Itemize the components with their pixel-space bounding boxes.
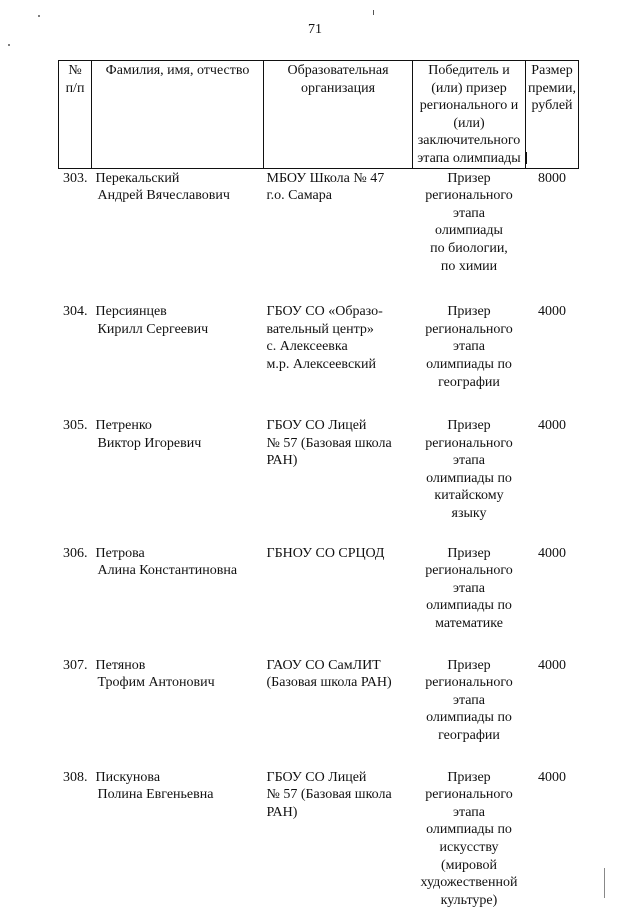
winner-status-cell	[413, 275, 526, 391]
given-names: Полина Евгеньевна	[97, 787, 214, 803]
status-line: географии	[438, 374, 500, 390]
status-line: этапа	[452, 692, 486, 708]
full-name-cell	[92, 633, 264, 745]
row-number: 308.	[63, 769, 88, 785]
surname: Пискунова	[95, 769, 161, 785]
organization-line: г.о. Самара	[266, 188, 332, 204]
header-full-name: Фамилия, имя, отчество	[92, 61, 264, 169]
status-line: регионального	[425, 188, 513, 204]
given-names: Виктор Игоревич	[97, 435, 202, 451]
winner-status-cell	[413, 745, 526, 909]
status-line: искусству	[439, 839, 499, 855]
winner-status-cell	[413, 633, 526, 745]
organization-line: ГАОУ СО СамЛИТ	[266, 657, 381, 673]
organization-cell	[264, 633, 413, 745]
winner-status-cell	[413, 523, 526, 633]
given-names: Андрей Вячеславович	[97, 188, 230, 204]
given-names: Кирилл Сергеевич	[97, 321, 209, 337]
scan-speck	[38, 15, 40, 17]
status-line: олимпиады по	[426, 710, 512, 726]
status-line: художественной	[420, 875, 518, 891]
surname: Петянов	[95, 657, 146, 673]
status-line: этапа	[452, 580, 486, 596]
status-line: регионального	[425, 435, 513, 451]
prize-amount: 4000	[538, 545, 566, 561]
row-number: 307.	[63, 657, 88, 673]
prize-amount: 8000	[538, 170, 566, 186]
status-line: Призер	[447, 657, 491, 673]
table-row	[59, 391, 579, 523]
surname: Перекальский	[95, 170, 180, 186]
row-number: 305.	[63, 418, 88, 434]
table-row	[59, 633, 579, 745]
status-line: географии	[438, 728, 500, 743]
awardees-table	[58, 60, 579, 909]
surname: Петрова	[95, 545, 145, 561]
winner-status-cell	[413, 391, 526, 523]
prize-amount: 4000	[538, 769, 566, 785]
scan-speck	[604, 868, 605, 898]
organization-line: РАН)	[266, 804, 298, 820]
row-number: 303.	[63, 170, 88, 186]
status-line: Призер	[447, 769, 491, 785]
full-name-cell	[92, 275, 264, 391]
row-number: 306.	[63, 545, 88, 561]
table-row	[59, 523, 579, 633]
status-line: регионального	[425, 321, 513, 337]
surname: Петренко	[95, 418, 152, 434]
status-line: регионального	[425, 675, 513, 691]
status-line: (мировой	[440, 857, 498, 873]
full-name-cell	[92, 168, 264, 275]
header-number: № п/п	[59, 61, 92, 169]
status-line: этапа	[452, 804, 486, 820]
status-line: Призер	[447, 304, 491, 320]
table-row	[59, 745, 579, 909]
prize-amount: 4000	[538, 418, 566, 434]
status-line: китайскому	[434, 488, 504, 504]
column-divider	[526, 152, 527, 164]
header-prize-amount: Размер премии, рублей	[526, 61, 579, 169]
status-line: этапа	[452, 205, 486, 221]
organization-cell	[264, 168, 413, 275]
organization-line: № 57 (Базовая школа	[266, 787, 392, 803]
status-line: языку	[451, 506, 487, 522]
scan-speck	[8, 44, 10, 46]
page-number: 71	[308, 22, 322, 37]
status-line: культуре)	[440, 892, 498, 908]
organization-line: (Базовая школа РАН)	[266, 675, 392, 691]
prize-amount: 4000	[538, 657, 566, 673]
status-line: по биологии,	[430, 240, 508, 256]
table-header	[59, 61, 579, 169]
full-name-cell	[92, 745, 264, 909]
full-name-cell	[92, 523, 264, 633]
status-line: регионального	[425, 563, 513, 579]
status-line: регионального	[425, 787, 513, 803]
status-line: Призер	[447, 545, 491, 561]
organization-cell	[264, 391, 413, 523]
header-organization: Образовательная организация	[264, 61, 413, 169]
prize-amount: 4000	[538, 304, 566, 320]
status-line: олимпиады	[435, 223, 503, 239]
scan-speck	[373, 10, 374, 15]
status-line: Призер	[447, 418, 491, 434]
table-row	[59, 275, 579, 391]
organization-line: № 57 (Базовая школа	[266, 435, 392, 451]
organization-cell	[264, 745, 413, 909]
table-body	[59, 168, 579, 909]
status-line: олимпиады по	[426, 356, 512, 372]
organization-cell	[264, 523, 413, 633]
header-winner-status: Победитель и (или) призер регионального и (или) заключительного этапа олимпиады	[413, 61, 526, 169]
organization-line: ГБОУ СО Лицей	[266, 769, 367, 785]
table-row	[59, 168, 579, 275]
organization-line: м.р. Алексеевский	[266, 356, 376, 372]
organization-line: ГБНОУ СО СРЦОД	[266, 545, 385, 561]
full-name-cell	[92, 391, 264, 523]
status-line: Призер	[447, 170, 491, 186]
organization-line: ГБОУ СО «Образо-	[266, 304, 383, 320]
winner-status-cell	[413, 168, 526, 275]
given-names: Трофим Антонович	[97, 675, 215, 691]
organization-line: РАН)	[266, 453, 298, 469]
given-names: Алина Константиновна	[97, 563, 238, 579]
status-line: этапа	[452, 453, 486, 469]
surname: Персиянцев	[95, 304, 167, 320]
status-line: математике	[435, 616, 503, 632]
status-line: олимпиады по	[426, 598, 512, 614]
organization-line: вательный центр»	[266, 321, 374, 337]
organization-line: МБОУ Школа № 47	[266, 170, 385, 186]
organization-line: ГБОУ СО Лицей	[266, 418, 367, 434]
status-line: олимпиады по	[426, 470, 512, 486]
row-number: 304.	[63, 304, 88, 320]
status-line: олимпиады по	[426, 822, 512, 838]
organization-line: с. Алексеевка	[266, 339, 348, 355]
organization-cell	[264, 275, 413, 391]
status-line: этапа	[452, 339, 486, 355]
status-line: по химии	[440, 258, 498, 274]
